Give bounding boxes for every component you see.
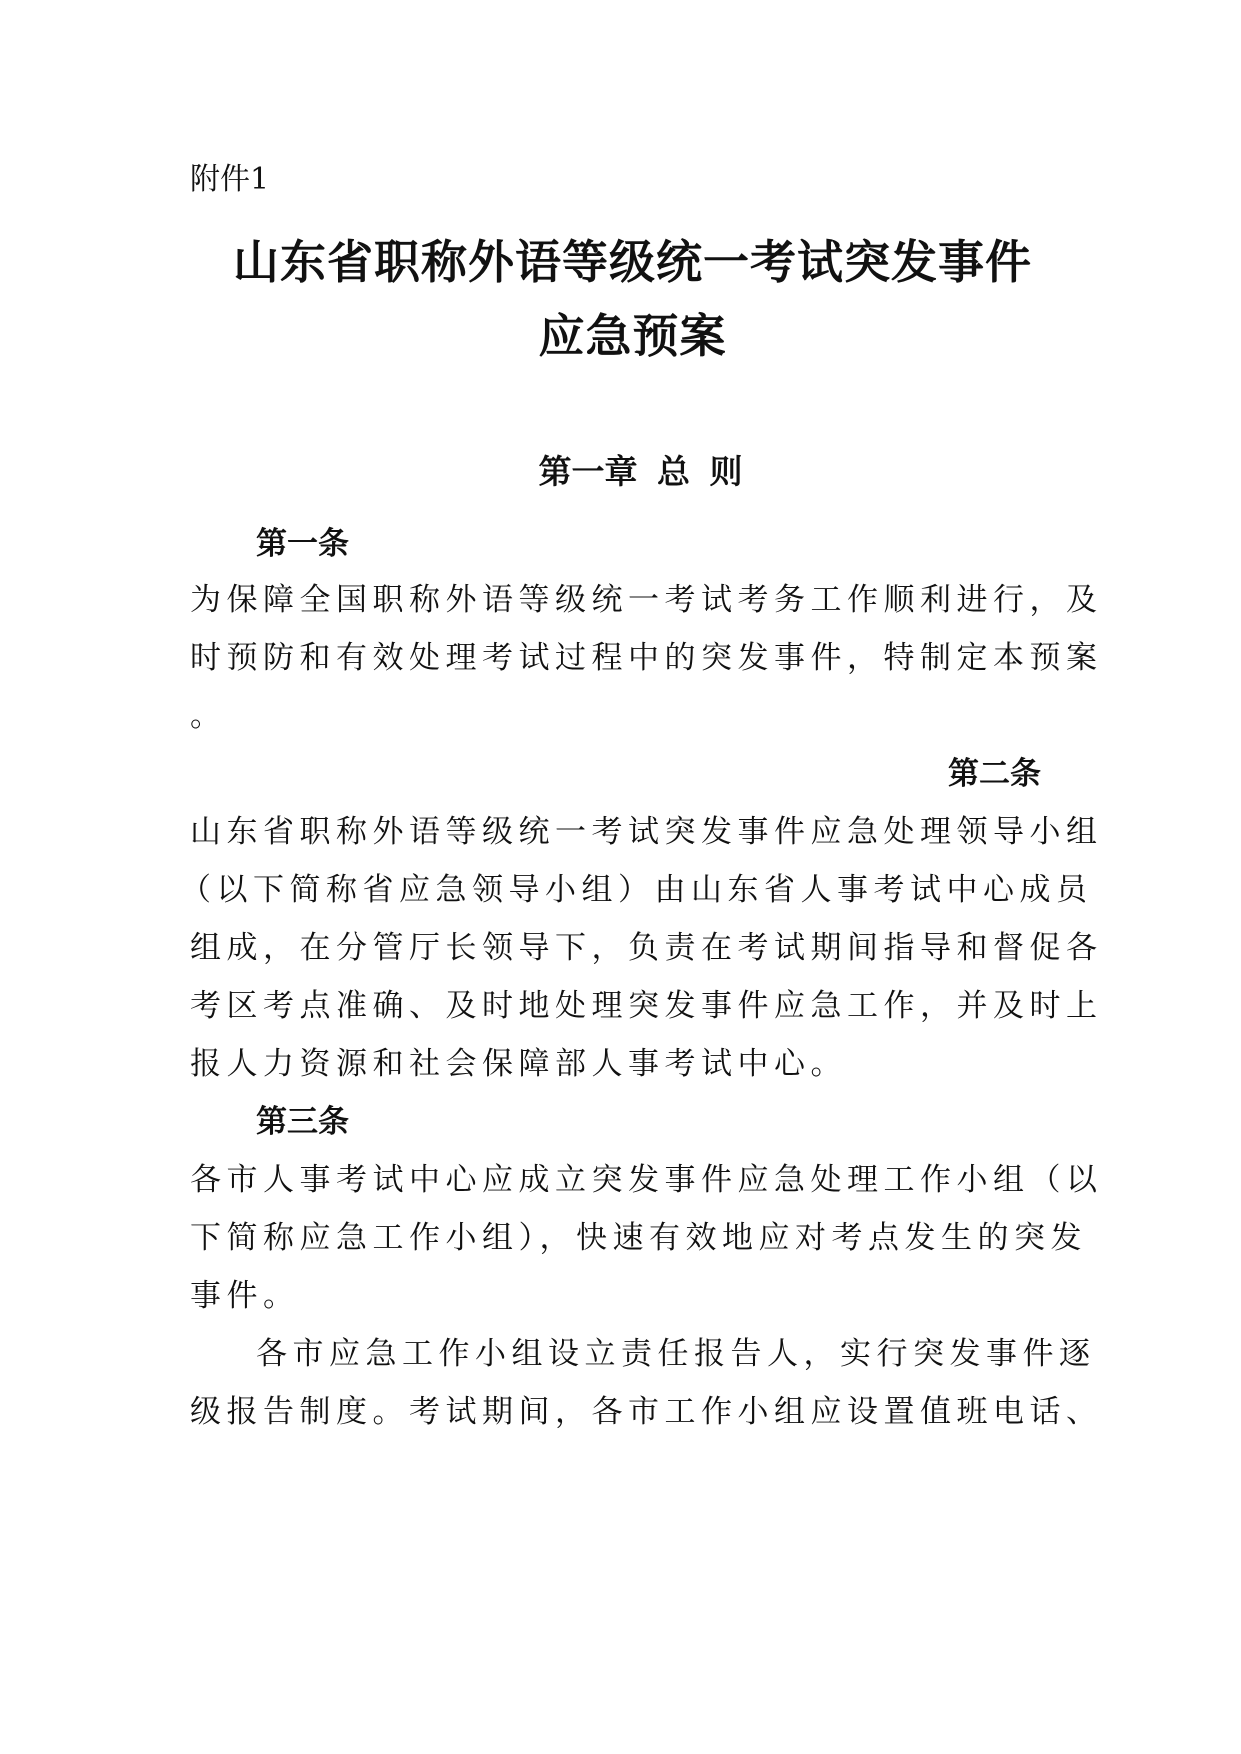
article-3-heading: 第三条 <box>256 1104 349 1140</box>
article-1-line: 为保障全国职称外语等级统一考试考务工作顺利进行，及 <box>190 582 1103 618</box>
article-1-line: 。 <box>190 698 227 734</box>
article-3-line: 下简称应急工作小组），快速有效地应对考点发生的突发 <box>190 1220 1087 1256</box>
article-2-line: 考区考点准确、及时地处理突发事件应急工作，并及时上 <box>190 988 1103 1024</box>
chapter-heading: 第一章 总 则 <box>538 452 743 491</box>
article-1-heading: 第一条 <box>256 526 349 562</box>
article-2-line: （以下简称省应急领导小组）由山东省人事考试中心成员 <box>180 872 1093 908</box>
annex-label: 附件1 <box>190 162 270 197</box>
article-2-line: 报人力资源和社会保障部人事考试中心。 <box>190 1046 847 1082</box>
article-3-line: 各市人事考试中心应成立突发事件应急处理工作小组（以 <box>190 1162 1103 1198</box>
article-2-line: 山东省职称外语等级统一考试突发事件应急处理领导小组 <box>190 814 1103 850</box>
article-1-line: 时预防和有效处理考试过程中的突发事件，特制定本预案 <box>190 640 1103 676</box>
article-2-heading: 第二条 <box>948 756 1041 792</box>
article-3-paragraph-2-line: 级报告制度。考试期间，各市工作小组应设置值班电话、 <box>190 1394 1103 1430</box>
document-title-line-2: 应急预案 <box>538 309 727 363</box>
document-title-line-1: 山东省职称外语等级统一考试突发事件 <box>233 235 1032 289</box>
article-2-line: 组成，在分管厅长领导下，负责在考试期间指导和督促各 <box>190 930 1103 966</box>
article-3-line: 事件。 <box>190 1278 300 1314</box>
article-3-paragraph-2-line: 各市应急工作小组设立责任报告人，实行突发事件逐 <box>256 1336 1096 1372</box>
